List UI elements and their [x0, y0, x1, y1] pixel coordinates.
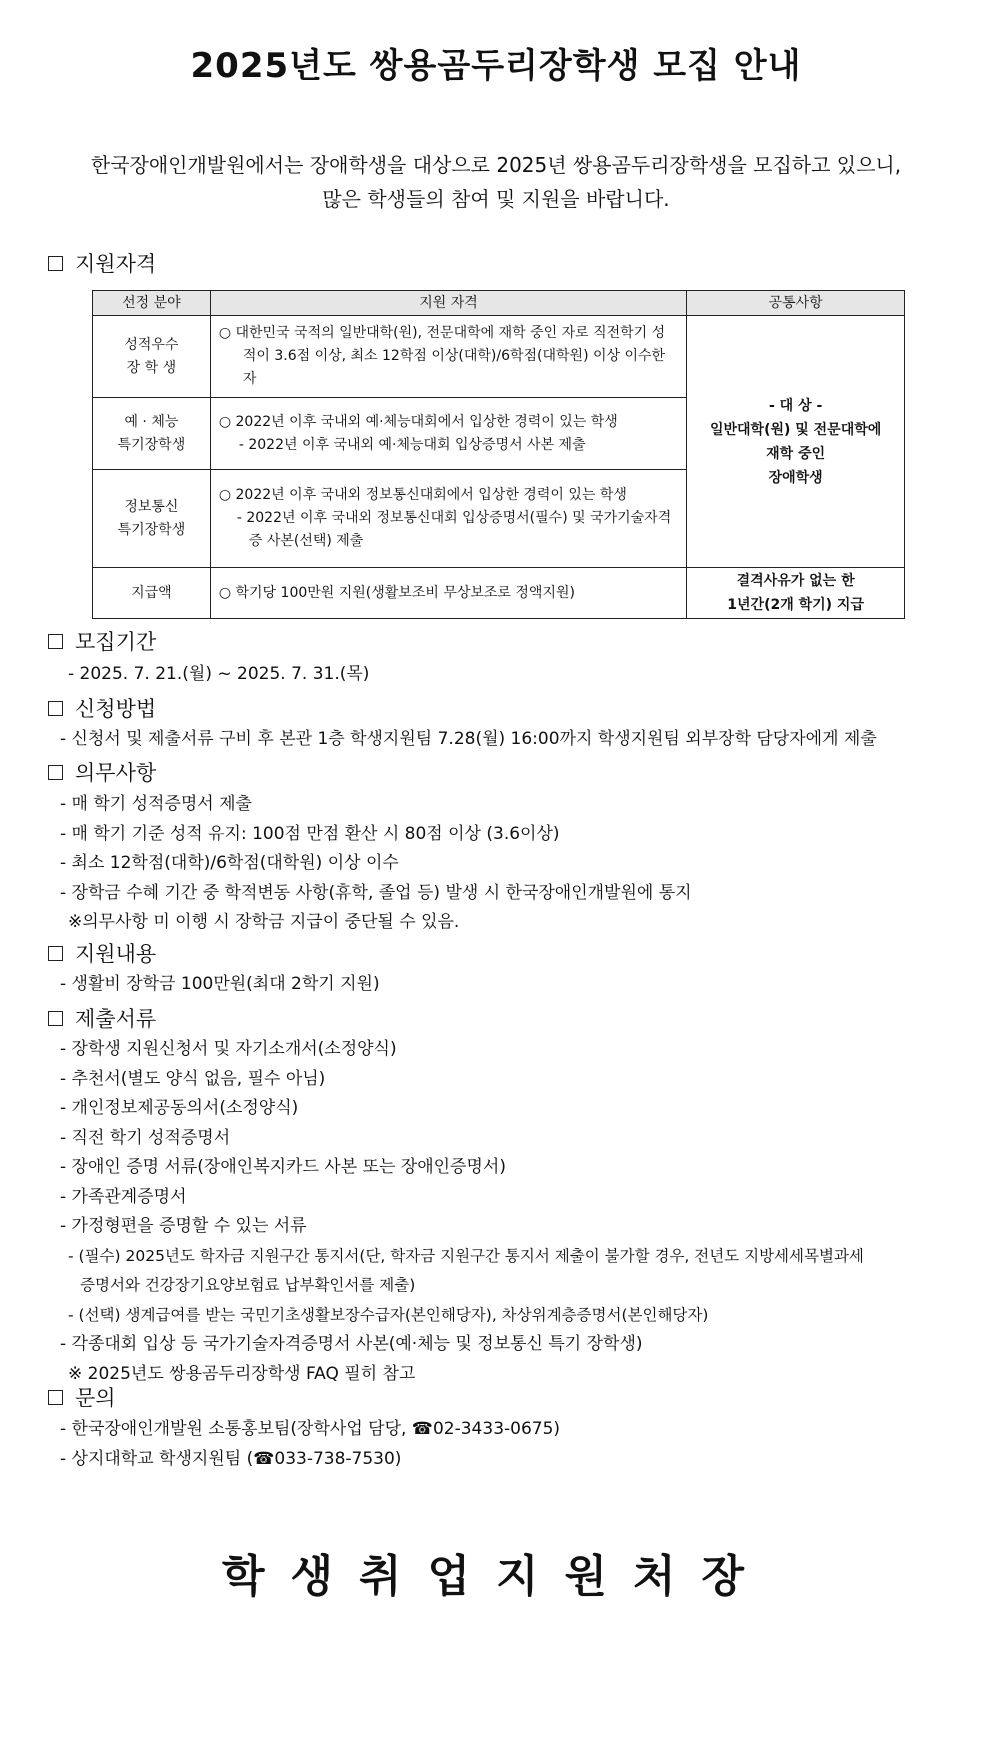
checkbox-square-icon	[48, 1011, 63, 1026]
section-period	[48, 626, 156, 656]
section-title: 문의	[75, 1386, 116, 1410]
category-cell: 정보통신 특기장학생	[93, 470, 211, 568]
period-text: - 2025. 7. 21.(월) ~ 2025. 7. 31.(목)	[68, 664, 370, 684]
page-title: 2025년도 쌍용곰두리장학생 모집 안내	[190, 46, 802, 86]
list-item: - 각종대회 입상 등 국가기술자격증명서 사본(예·체능 및 정보통신 특기 장학생)	[60, 1334, 643, 1354]
requirement-cell: ○ 대한민국 국적의 일반대학(원), 전문대학에 재학 중인 자로 직전학기 성적이 3.6점 이상, 최소 12학점 이상(대학)/6학점(대학원) 이상 이수한 자	[210, 316, 686, 398]
list-item: - 추천서(별도 양식 없음, 필수 아님)	[60, 1068, 326, 1089]
support-text: - 생활비 장학금 100만원(최대 2학기 지원)	[60, 974, 380, 994]
method-text: - 신청서 및 제출서류 구비 후 본관 1층 학생지원팀 7.28(월) 16:00까지 학생지원팀 외부장학 담당자에게 제출	[60, 729, 877, 749]
table-header-row	[93, 291, 905, 316]
documents-sub-optional: - (선택) 생계급여를 받는 국민기초생활보장수급자(본인해당자), 차상위계층증명서(본인해당자)	[68, 1305, 709, 1324]
period-block	[60, 660, 369, 690]
section-title: 지원내용	[75, 942, 157, 966]
checkbox-square-icon	[48, 701, 63, 716]
list-item: - 장학생 지원신청서 및 자기소개서(소정양식)	[60, 1039, 397, 1059]
requirement-cell: ○ 2022년 이후 국내외 예·체능대회에서 입상한 경력이 있는 학생 - 2022년 이후 국내외 예·체능대회 입상증명서 사본 제출	[210, 398, 686, 470]
section-method	[48, 693, 156, 723]
header-category: 선정 분야	[93, 291, 211, 316]
intro-line-2: 많은 학생들의 참여 및 지원을 바랍니다.	[322, 187, 670, 211]
section-support	[48, 938, 156, 968]
table-row	[93, 568, 905, 619]
documents-note: ※ 2025년도 쌍용곰두리장학생 FAQ 필히 참고	[68, 1363, 416, 1384]
section-title: 모집기간	[75, 630, 157, 654]
section-documents	[48, 1003, 156, 1033]
list-item: - 매 학기 기준 성적 유지: 100점 만점 환산 시 80점 이상 (3.6이상)	[60, 823, 560, 844]
documents-list	[60, 1035, 864, 1389]
section-inquiry	[48, 1382, 116, 1412]
section-obligations	[48, 757, 156, 787]
list-item: - 매 학기 성적증명서 제출	[60, 794, 252, 814]
documents-sub-required-1: - (필수) 2025년도 학자금 지원구간 통지서(단, 학자금 지원구간 통지서 제출이 불가할 경우, 전년도 지방세세목별과세	[68, 1246, 864, 1265]
section-qualification	[48, 248, 156, 278]
list-item: - 가족관계증명서	[60, 1186, 187, 1207]
list-item: - 한국장애인개발원 소통홍보팀(장학사업 담당, ☎02-3433-0675)	[60, 1419, 561, 1439]
list-item: - 상지대학교 학생지원팀 (☎033-738-7530)	[60, 1448, 402, 1469]
checkbox-square-icon	[48, 946, 63, 961]
section-title: 제출서류	[75, 1007, 157, 1031]
list-item: - 장학금 수혜 기간 중 학적변동 사항(휴학, 졸업 등) 발생 시 한국장애인개발원에 통지	[60, 882, 692, 903]
issuer-signature: 학생취업지원처장	[221, 1551, 771, 1602]
checkbox-square-icon	[48, 634, 63, 649]
qualification-table	[92, 290, 905, 619]
intro-line-1: 한국장애인개발원에서는 장애학생을 대상으로 2025년 쌍용곰두리장학생을 모집하고 있으니,	[90, 153, 902, 177]
checkbox-square-icon	[48, 765, 63, 780]
common-cell: - 대 상 - 일반대학(원) 및 전문대학에 재학 중인 장애학생	[687, 316, 905, 568]
section-title: 의무사항	[75, 761, 157, 785]
checkbox-square-icon	[48, 256, 63, 271]
header-common: 공통사항	[687, 291, 905, 316]
obligations-list	[60, 790, 692, 938]
section-title: 신청방법	[75, 697, 157, 721]
category-cell: 지급액	[93, 568, 211, 619]
list-item: - 최소 12학점(대학)/6학점(대학원) 이상 이수	[60, 853, 399, 873]
requirement-cell: ○ 학기당 100만원 지원(생활보조비 무상보조로 정액지원)	[210, 568, 686, 619]
obligation-note: ※의무사항 미 이행 시 장학금 지급이 중단될 수 있음.	[68, 912, 460, 932]
support-block	[60, 970, 380, 1000]
intro-text	[40, 148, 952, 216]
list-item: - 개인정보제공동의서(소정양식)	[60, 1098, 299, 1118]
list-item: - 가정형편을 증명할 수 있는 서류	[60, 1216, 307, 1236]
section-title: 지원자격	[75, 252, 157, 276]
checkbox-square-icon	[48, 1390, 63, 1405]
requirement-cell: ○ 2022년 이후 국내외 정보통신대회에서 입상한 경력이 있는 학생 - 2022년 이후 국내외 정보통신대회 입상증명서(필수) 및 국가기술자격증 사본(선택) 제출	[210, 470, 686, 568]
payment-note-cell: 결격사유가 없는 한 1년간(2개 학기) 지급	[687, 568, 905, 619]
list-item: - 직전 학기 성적증명서	[60, 1127, 231, 1148]
category-cell: 예 · 체능 특기장학생	[93, 398, 211, 470]
documents-sub-required-2: 증명서와 건강장기요양보험료 납부확인서를 제출)	[80, 1276, 416, 1294]
table-row	[93, 316, 905, 398]
list-item: - 장애인 증명 서류(장애인복지카드 사본 또는 장애인증명서)	[60, 1157, 506, 1177]
category-cell: 성적우수 장 학 생	[93, 316, 211, 398]
inquiry-list	[60, 1415, 560, 1474]
method-block	[60, 725, 877, 755]
header-requirement: 지원 자격	[210, 291, 686, 316]
